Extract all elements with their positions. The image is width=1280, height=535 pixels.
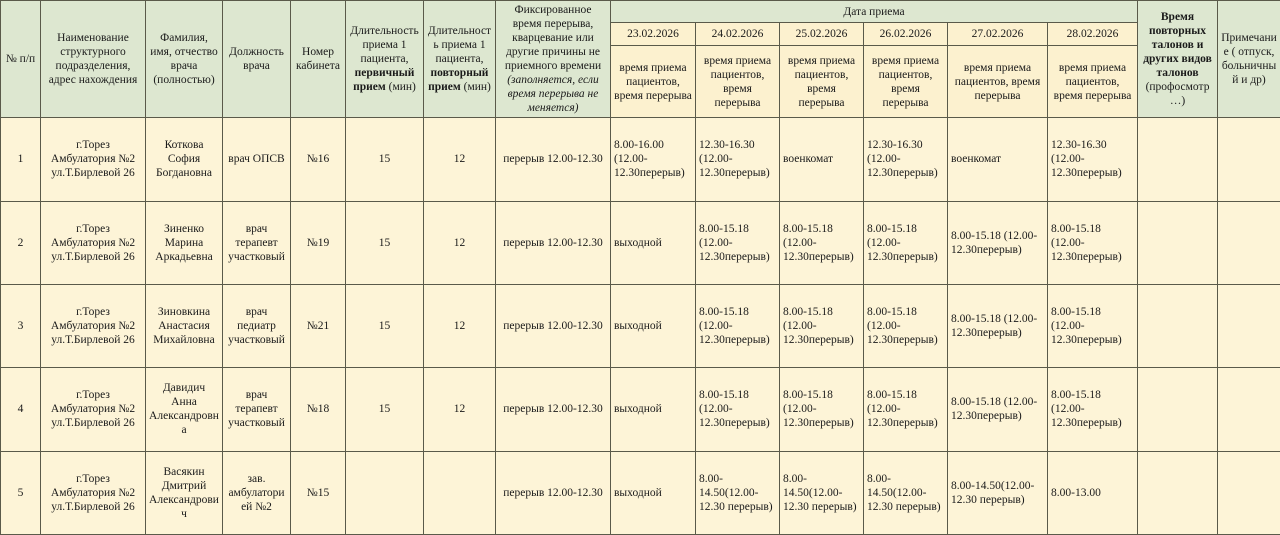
cell-day-3: 8.00-15.18 (12.00-12.30перерыв) bbox=[780, 368, 864, 451]
header-row-1 bbox=[1, 1, 1280, 23]
cell-fixed-break: перерыв 12.00-12.30 bbox=[496, 118, 611, 201]
cell-room: №19 bbox=[291, 201, 346, 284]
cell-fio: Зиновкина Анастасия Михайловна bbox=[146, 284, 223, 367]
date-header-4: 26.02.2026 bbox=[864, 23, 948, 45]
fixed-break-main: Фиксированное время перерыва, кварцевание или другие причины не приемного времени bbox=[505, 4, 601, 72]
cell-unit: г.Торез Амбулатория №2 ул.Т.Бирлевой 26 bbox=[41, 451, 146, 534]
cell-day-2: 8.00-15.18 (12.00-12.30перерыв) bbox=[696, 201, 780, 284]
table-row bbox=[1, 201, 1280, 284]
col-header-np: № п/п bbox=[1, 1, 41, 118]
cell-repeat-duration: 12 bbox=[424, 201, 496, 284]
cell-day-1: выходной bbox=[611, 201, 696, 284]
table-row bbox=[1, 368, 1280, 451]
fixed-break-note: (заполняется, если время перерыва не меняется) bbox=[507, 74, 599, 114]
table-body bbox=[1, 118, 1280, 535]
cell-repeat-tickets bbox=[1138, 451, 1218, 534]
cell-np: 4 bbox=[1, 368, 41, 451]
cell-day-4: 8.00-14.50(12.00-12.30 перерыв) bbox=[864, 451, 948, 534]
cell-note bbox=[1218, 201, 1280, 284]
col-header-fixed-break bbox=[496, 1, 611, 118]
cell-repeat-tickets bbox=[1138, 368, 1218, 451]
repeat-duration-suffix: (мин) bbox=[464, 81, 491, 93]
cell-np: 2 bbox=[1, 201, 41, 284]
date-desc-3: время приема пациентов, время перерыва bbox=[780, 45, 864, 117]
cell-day-6: 8.00-15.18 (12.00-12.30перерыв) bbox=[1048, 368, 1138, 451]
repeat-duration-bold: повторный прием bbox=[428, 67, 488, 93]
cell-position: врач терапевт участковый bbox=[223, 368, 291, 451]
col-header-repeat-tickets bbox=[1138, 1, 1218, 118]
table-row bbox=[1, 118, 1280, 201]
cell-unit: г.Торез Амбулатория №2 ул.Т.Бирлевой 26 bbox=[41, 201, 146, 284]
date-desc-4: время приема пациентов, время перерыва bbox=[864, 45, 948, 117]
cell-fio: Давидич Анна Александровна bbox=[146, 368, 223, 451]
cell-fixed-break: перерыв 12.00-12.30 bbox=[496, 201, 611, 284]
col-header-fio: Фамилия, имя, отчество врача (полностью) bbox=[146, 1, 223, 118]
date-desc-1: время приема пациентов, время перерыва bbox=[611, 45, 696, 117]
date-header-6: 28.02.2026 bbox=[1048, 23, 1138, 45]
date-desc-2: время приема пациентов, время перерыва bbox=[696, 45, 780, 117]
cell-unit: г.Торез Амбулатория №2 ул.Т.Бирлевой 26 bbox=[41, 284, 146, 367]
cell-repeat-tickets bbox=[1138, 201, 1218, 284]
cell-position: врач педиатр участковый bbox=[223, 284, 291, 367]
cell-day-2: 8.00-14.50(12.00-12.30 перерыв) bbox=[696, 451, 780, 534]
cell-primary-duration: 15 bbox=[346, 284, 424, 367]
col-header-date-group: Дата приема bbox=[611, 1, 1138, 23]
cell-repeat-duration: 12 bbox=[424, 368, 496, 451]
col-header-note: Примечание ( отпуск, больничный и др) bbox=[1218, 1, 1280, 118]
cell-room: №16 bbox=[291, 118, 346, 201]
cell-fio: Васякин Дмитрий Александрович bbox=[146, 451, 223, 534]
repeat-tickets-bold: Время повторных талонов и других видов талонов bbox=[1143, 11, 1212, 79]
cell-day-4: 8.00-15.18 (12.00-12.30перерыв) bbox=[864, 368, 948, 451]
date-desc-5: время приема пациентов, время перерыва bbox=[948, 45, 1048, 117]
cell-note bbox=[1218, 368, 1280, 451]
cell-day-6: 8.00-15.18 (12.00-12.30перерыв) bbox=[1048, 201, 1138, 284]
cell-fixed-break: перерыв 12.00-12.30 bbox=[496, 368, 611, 451]
col-header-unit: Наименование структурного подразделения, адрес нахождения bbox=[41, 1, 146, 118]
cell-day-4: 8.00-15.18 (12.00-12.30перерыв) bbox=[864, 284, 948, 367]
cell-day-3: 8.00-14.50(12.00-12.30 перерыв) bbox=[780, 451, 864, 534]
cell-day-5: 8.00-15.18 (12.00-12.30перерыв) bbox=[948, 201, 1048, 284]
cell-note bbox=[1218, 284, 1280, 367]
cell-day-6: 8.00-15.18 (12.00-12.30перерыв) bbox=[1048, 284, 1138, 367]
cell-day-5: 8.00-15.18 (12.00-12.30перерыв) bbox=[948, 284, 1048, 367]
repeat-tickets-plain: (профосмотр…) bbox=[1146, 81, 1210, 107]
primary-duration-suffix: (мин) bbox=[389, 81, 416, 93]
cell-note bbox=[1218, 118, 1280, 201]
table-header bbox=[1, 1, 1280, 118]
primary-duration-prefix: Длительность приема 1 пациента, bbox=[350, 25, 418, 65]
col-header-primary-duration bbox=[346, 1, 424, 118]
cell-room: №21 bbox=[291, 284, 346, 367]
cell-day-1: выходной bbox=[611, 368, 696, 451]
cell-np: 5 bbox=[1, 451, 41, 534]
cell-unit: г.Торез Амбулатория №2 ул.Т.Бирлевой 26 bbox=[41, 118, 146, 201]
cell-unit: г.Торез Амбулатория №2 ул.Т.Бирлевой 26 bbox=[41, 368, 146, 451]
cell-repeat-tickets bbox=[1138, 118, 1218, 201]
cell-repeat-duration: 12 bbox=[424, 284, 496, 367]
cell-day-6: 8.00-13.00 bbox=[1048, 451, 1138, 534]
date-header-3: 25.02.2026 bbox=[780, 23, 864, 45]
cell-day-5: 8.00-15.18 (12.00-12.30перерыв) bbox=[948, 368, 1048, 451]
col-header-repeat-duration bbox=[424, 1, 496, 118]
date-header-1: 23.02.2026 bbox=[611, 23, 696, 45]
cell-day-1: 8.00-16.00 (12.00-12.30перерыв) bbox=[611, 118, 696, 201]
cell-day-4: 8.00-15.18 (12.00-12.30перерыв) bbox=[864, 201, 948, 284]
col-header-room: Номер кабинета bbox=[291, 1, 346, 118]
cell-repeat-duration: 12 bbox=[424, 118, 496, 201]
cell-day-4: 12.30-16.30 (12.00-12.30перерыв) bbox=[864, 118, 948, 201]
cell-fio: Зиненко Марина Аркадьевна bbox=[146, 201, 223, 284]
cell-position: врач терапевт участковый bbox=[223, 201, 291, 284]
cell-np: 3 bbox=[1, 284, 41, 367]
cell-day-5: военкомат bbox=[948, 118, 1048, 201]
cell-room: №15 bbox=[291, 451, 346, 534]
cell-day-3: 8.00-15.18 (12.00-12.30перерыв) bbox=[780, 284, 864, 367]
cell-primary-duration: 15 bbox=[346, 368, 424, 451]
cell-day-1: выходной bbox=[611, 451, 696, 534]
cell-note bbox=[1218, 451, 1280, 534]
cell-day-2: 8.00-15.18 (12.00-12.30перерыв) bbox=[696, 368, 780, 451]
table-row bbox=[1, 284, 1280, 367]
cell-day-3: военкомат bbox=[780, 118, 864, 201]
cell-fixed-break: перерыв 12.00-12.30 bbox=[496, 451, 611, 534]
cell-position: врач ОПСВ bbox=[223, 118, 291, 201]
cell-room: №18 bbox=[291, 368, 346, 451]
cell-day-2: 12.30-16.30 (12.00-12.30перерыв) bbox=[696, 118, 780, 201]
date-desc-6: время приема пациентов, время перерыва bbox=[1048, 45, 1138, 117]
table-row bbox=[1, 451, 1280, 534]
cell-day-1: выходной bbox=[611, 284, 696, 367]
cell-repeat-tickets bbox=[1138, 284, 1218, 367]
cell-primary-duration bbox=[346, 451, 424, 534]
cell-np: 1 bbox=[1, 118, 41, 201]
cell-day-3: 8.00-15.18 (12.00-12.30перерыв) bbox=[780, 201, 864, 284]
cell-primary-duration: 15 bbox=[346, 201, 424, 284]
repeat-duration-prefix: Длительност ь приема 1 пациента, bbox=[428, 25, 491, 65]
col-header-position: Должность врача bbox=[223, 1, 291, 118]
cell-day-6: 12.30-16.30 (12.00-12.30перерыв) bbox=[1048, 118, 1138, 201]
cell-day-5: 8.00-14.50(12.00-12.30 перерыв) bbox=[948, 451, 1048, 534]
cell-position: зав. амбулаторией №2 bbox=[223, 451, 291, 534]
cell-fixed-break: перерыв 12.00-12.30 bbox=[496, 284, 611, 367]
primary-duration-bold: первичный прием bbox=[353, 67, 414, 93]
cell-primary-duration: 15 bbox=[346, 118, 424, 201]
cell-fio: Коткова София Богдановна bbox=[146, 118, 223, 201]
date-header-5: 27.02.2026 bbox=[948, 23, 1048, 45]
cell-repeat-duration bbox=[424, 451, 496, 534]
date-header-2: 24.02.2026 bbox=[696, 23, 780, 45]
cell-day-2: 8.00-15.18 (12.00-12.30перерыв) bbox=[696, 284, 780, 367]
